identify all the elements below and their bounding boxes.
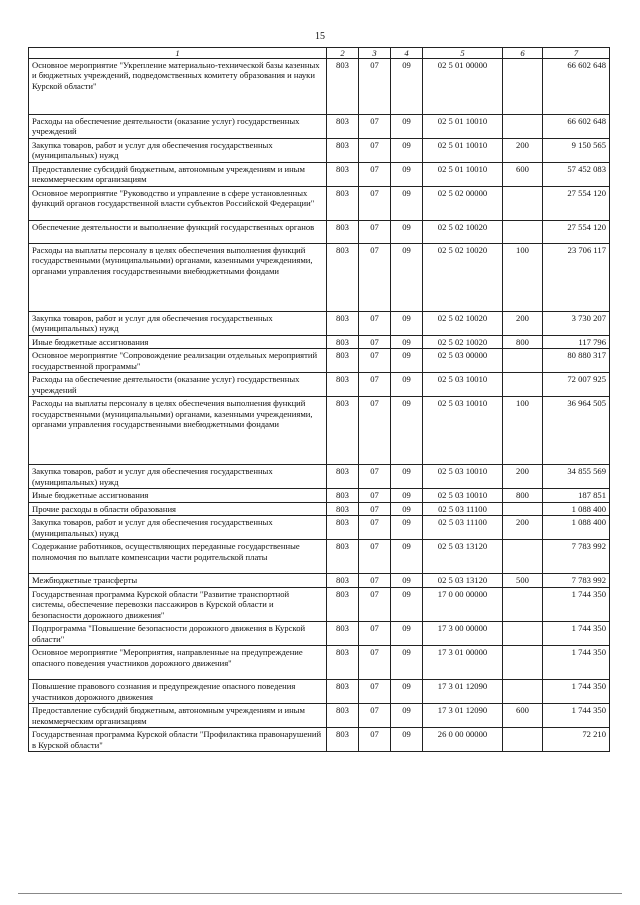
row-name: Закупка товаров, работ и услуг для обеспечения государственных (муниципальных) нужд (29, 465, 327, 489)
row-expense-type: 600 (503, 162, 543, 186)
row-section: 07 (359, 540, 391, 574)
row-name: Расходы на выплаты персоналу в целях обеспечения выполнения функций государственными (муниципальными) органами, казенными учреждениями, органами управления государственными внебюджетными фондами (29, 243, 327, 311)
row-name: Основное мероприятие "Руководство и управление в сфере установленных функций органов государственной власти субъектов Российской Федерации" (29, 186, 327, 220)
row-section: 07 (359, 220, 391, 243)
row-target-article: 02 5 03 13120 (423, 540, 503, 574)
row-amount: 117 796 (543, 335, 610, 348)
row-expense-type: 200 (503, 138, 543, 162)
row-amount: 27 554 120 (543, 186, 610, 220)
row-amount: 1 088 400 (543, 516, 610, 540)
row-amount: 3 730 207 (543, 311, 610, 335)
row-target-article: 02 5 03 10010 (423, 489, 503, 502)
row-section: 07 (359, 516, 391, 540)
row-expense-type: 800 (503, 335, 543, 348)
row-subsection: 09 (391, 540, 423, 574)
row-subsection: 09 (391, 311, 423, 335)
row-subsection: 09 (391, 728, 423, 752)
row-target-article: 17 3 01 12090 (423, 680, 503, 704)
row-admin-code: 803 (327, 115, 359, 139)
row-amount: 1 744 350 (543, 646, 610, 680)
page-bottom-rule (18, 893, 622, 894)
row-subsection: 09 (391, 243, 423, 311)
row-admin-code: 803 (327, 728, 359, 752)
row-section: 07 (359, 349, 391, 373)
table-row (29, 138, 610, 162)
row-expense-type (503, 646, 543, 680)
row-subsection: 09 (391, 574, 423, 587)
row-admin-code: 803 (327, 574, 359, 587)
row-expense-type (503, 220, 543, 243)
row-expense-type: 100 (503, 397, 543, 465)
row-section: 07 (359, 59, 391, 115)
header-col-2: 2 (327, 48, 359, 59)
row-expense-type (503, 115, 543, 139)
row-target-article: 02 5 03 11100 (423, 516, 503, 540)
row-section: 07 (359, 311, 391, 335)
row-admin-code: 803 (327, 186, 359, 220)
table-row (29, 243, 610, 311)
row-section: 07 (359, 574, 391, 587)
row-section: 07 (359, 335, 391, 348)
row-subsection: 09 (391, 186, 423, 220)
row-admin-code: 803 (327, 489, 359, 502)
table-row (29, 574, 610, 587)
row-name: Основное мероприятие "Мероприятия, направленные на предупреждение опасного поведения участников дорожного движения" (29, 646, 327, 680)
table-row (29, 335, 610, 348)
row-expense-type (503, 502, 543, 515)
row-name: Предоставление субсидий бюджетным, автономным учреждениям и иным некоммерческим организациям (29, 704, 327, 728)
row-admin-code: 803 (327, 335, 359, 348)
row-expense-type (503, 622, 543, 646)
row-target-article: 02 5 02 10020 (423, 220, 503, 243)
row-amount: 1 744 350 (543, 704, 610, 728)
row-name: Основное мероприятие "Сопровождение реализации отдельных мероприятий государственной программы" (29, 349, 327, 373)
row-admin-code: 803 (327, 59, 359, 115)
row-expense-type (503, 587, 543, 621)
row-section: 07 (359, 465, 391, 489)
row-target-article: 02 5 03 10010 (423, 397, 503, 465)
row-target-article: 02 5 01 10010 (423, 162, 503, 186)
row-subsection: 09 (391, 502, 423, 515)
row-target-article: 02 5 01 00000 (423, 59, 503, 115)
row-expense-type: 200 (503, 516, 543, 540)
header-col-7: 7 (543, 48, 610, 59)
row-amount: 66 602 648 (543, 115, 610, 139)
row-admin-code: 803 (327, 349, 359, 373)
row-amount: 27 554 120 (543, 220, 610, 243)
row-admin-code: 803 (327, 465, 359, 489)
row-name: Иные бюджетные ассигнования (29, 489, 327, 502)
table-row (29, 465, 610, 489)
row-target-article: 02 5 01 10010 (423, 138, 503, 162)
table-row (29, 397, 610, 465)
row-admin-code: 803 (327, 220, 359, 243)
row-name: Повышение правового сознания и предупреждение опасного поведения участников дорожного движения (29, 680, 327, 704)
row-admin-code: 803 (327, 243, 359, 311)
table-row (29, 646, 610, 680)
row-name: Закупка товаров, работ и услуг для обеспечения государственных (муниципальных) нужд (29, 311, 327, 335)
row-amount: 1 088 400 (543, 502, 610, 515)
row-section: 07 (359, 186, 391, 220)
row-name: Государственная программа Курской области "Профилактика правонарушений в Курской области" (29, 728, 327, 752)
row-target-article: 02 5 01 10010 (423, 115, 503, 139)
row-admin-code: 803 (327, 680, 359, 704)
row-amount: 57 452 083 (543, 162, 610, 186)
row-amount: 72 007 925 (543, 373, 610, 397)
row-admin-code: 803 (327, 397, 359, 465)
row-subsection: 09 (391, 373, 423, 397)
row-subsection: 09 (391, 220, 423, 243)
row-amount: 187 851 (543, 489, 610, 502)
row-admin-code: 803 (327, 502, 359, 515)
row-expense-type: 100 (503, 243, 543, 311)
row-amount: 1 744 350 (543, 622, 610, 646)
row-subsection: 09 (391, 465, 423, 489)
row-expense-type: 200 (503, 311, 543, 335)
row-target-article: 02 5 02 10020 (423, 335, 503, 348)
row-admin-code: 803 (327, 138, 359, 162)
row-target-article: 02 5 02 10020 (423, 243, 503, 311)
row-amount: 36 964 505 (543, 397, 610, 465)
row-name: Основное мероприятие "Укрепление материально-технической базы казенных и бюджетных учреждений, подведомственных комитету образования и науки Курской области" (29, 59, 327, 115)
row-section: 07 (359, 373, 391, 397)
row-subsection: 09 (391, 646, 423, 680)
table-row (29, 587, 610, 621)
row-admin-code: 803 (327, 622, 359, 646)
row-name: Расходы на обеспечение деятельности (оказание услуг) государственных учреждений (29, 373, 327, 397)
row-amount: 72 210 (543, 728, 610, 752)
table-row (29, 516, 610, 540)
row-expense-type (503, 680, 543, 704)
header-col-5: 5 (423, 48, 503, 59)
row-target-article: 26 0 00 00000 (423, 728, 503, 752)
row-expense-type: 500 (503, 574, 543, 587)
row-section: 07 (359, 680, 391, 704)
row-amount: 80 880 317 (543, 349, 610, 373)
budget-table (28, 47, 610, 752)
row-admin-code: 803 (327, 373, 359, 397)
row-subsection: 09 (391, 349, 423, 373)
row-amount: 66 602 648 (543, 59, 610, 115)
row-target-article: 02 5 03 10010 (423, 373, 503, 397)
header-row (29, 48, 610, 59)
row-name: Содержание работников, осуществляющих переданные государственные полномочия по выплате компенсации части родительской платы (29, 540, 327, 574)
row-amount: 1 744 350 (543, 587, 610, 621)
row-amount: 1 744 350 (543, 680, 610, 704)
row-subsection: 09 (391, 587, 423, 621)
row-section: 07 (359, 162, 391, 186)
row-expense-type (503, 540, 543, 574)
row-section: 07 (359, 397, 391, 465)
table-row (29, 728, 610, 752)
table-row (29, 680, 610, 704)
row-section: 07 (359, 587, 391, 621)
row-expense-type (503, 373, 543, 397)
row-name: Обеспечение деятельности и выполнение функций государственных органов (29, 220, 327, 243)
row-name: Предоставление субсидий бюджетным, автономным учреждениям и иным некоммерческим организациям (29, 162, 327, 186)
table-row (29, 186, 610, 220)
table-row (29, 220, 610, 243)
row-admin-code: 803 (327, 540, 359, 574)
header-col-1: 1 (29, 48, 327, 59)
row-subsection: 09 (391, 489, 423, 502)
row-expense-type: 800 (503, 489, 543, 502)
row-subsection: 09 (391, 59, 423, 115)
table-row (29, 489, 610, 502)
row-subsection: 09 (391, 138, 423, 162)
row-section: 07 (359, 622, 391, 646)
row-expense-type (503, 59, 543, 115)
row-subsection: 09 (391, 516, 423, 540)
table-row (29, 704, 610, 728)
row-target-article: 02 5 03 10010 (423, 465, 503, 489)
row-expense-type (503, 186, 543, 220)
header-col-6: 6 (503, 48, 543, 59)
row-amount: 7 783 992 (543, 574, 610, 587)
row-target-article: 17 3 00 00000 (423, 622, 503, 646)
row-target-article: 02 5 02 10020 (423, 311, 503, 335)
table-row (29, 349, 610, 373)
row-admin-code: 803 (327, 311, 359, 335)
table-row (29, 540, 610, 574)
row-target-article: 17 3 01 00000 (423, 646, 503, 680)
row-subsection: 09 (391, 335, 423, 348)
row-amount: 23 706 117 (543, 243, 610, 311)
header-col-4: 4 (391, 48, 423, 59)
row-section: 07 (359, 138, 391, 162)
row-name: Иные бюджетные ассигнования (29, 335, 327, 348)
row-name: Расходы на выплаты персоналу в целях обеспечения выполнения функций государственными (муниципальными) органами, казенными учреждениями, органами управления государственными внебюджетными фондами (29, 397, 327, 465)
table-row (29, 115, 610, 139)
row-subsection: 09 (391, 115, 423, 139)
row-amount: 9 150 565 (543, 138, 610, 162)
table-row (29, 373, 610, 397)
row-expense-type (503, 728, 543, 752)
table-row (29, 622, 610, 646)
header-col-3: 3 (359, 48, 391, 59)
table-row (29, 502, 610, 515)
row-target-article: 02 5 03 00000 (423, 349, 503, 373)
row-target-article: 17 3 01 12090 (423, 704, 503, 728)
row-section: 07 (359, 115, 391, 139)
row-name: Подпрограмма "Повышение безопасности дорожного движения в Курской области" (29, 622, 327, 646)
page-number: 15 (315, 31, 325, 42)
row-amount: 7 783 992 (543, 540, 610, 574)
row-expense-type (503, 349, 543, 373)
row-admin-code: 803 (327, 587, 359, 621)
row-target-article: 02 5 03 11100 (423, 502, 503, 515)
row-name: Закупка товаров, работ и услуг для обеспечения государственных (муниципальных) нужд (29, 516, 327, 540)
row-admin-code: 803 (327, 162, 359, 186)
row-expense-type: 200 (503, 465, 543, 489)
row-name: Государственная программа Курской области "Развитие транспортной системы, обеспечение перевозки пассажиров в Курской области и безопасности дорожного движения" (29, 587, 327, 621)
row-section: 07 (359, 704, 391, 728)
table-row (29, 311, 610, 335)
row-subsection: 09 (391, 397, 423, 465)
row-admin-code: 803 (327, 516, 359, 540)
table-row (29, 162, 610, 186)
row-admin-code: 803 (327, 646, 359, 680)
row-name: Расходы на обеспечение деятельности (оказание услуг) государственных учреждений (29, 115, 327, 139)
row-amount: 34 855 569 (543, 465, 610, 489)
row-section: 07 (359, 646, 391, 680)
row-subsection: 09 (391, 622, 423, 646)
row-name: Закупка товаров, работ и услуг для обеспечения государственных (муниципальных) нужд (29, 138, 327, 162)
row-section: 07 (359, 489, 391, 502)
row-subsection: 09 (391, 704, 423, 728)
row-section: 07 (359, 728, 391, 752)
row-target-article: 02 5 03 13120 (423, 574, 503, 587)
row-admin-code: 803 (327, 704, 359, 728)
row-name: Межбюджетные трансферты (29, 574, 327, 587)
row-name: Прочие расходы в области образования (29, 502, 327, 515)
row-subsection: 09 (391, 162, 423, 186)
row-target-article: 02 5 02 00000 (423, 186, 503, 220)
row-subsection: 09 (391, 680, 423, 704)
table-row (29, 59, 610, 115)
row-section: 07 (359, 243, 391, 311)
row-target-article: 17 0 00 00000 (423, 587, 503, 621)
row-expense-type: 600 (503, 704, 543, 728)
row-section: 07 (359, 502, 391, 515)
